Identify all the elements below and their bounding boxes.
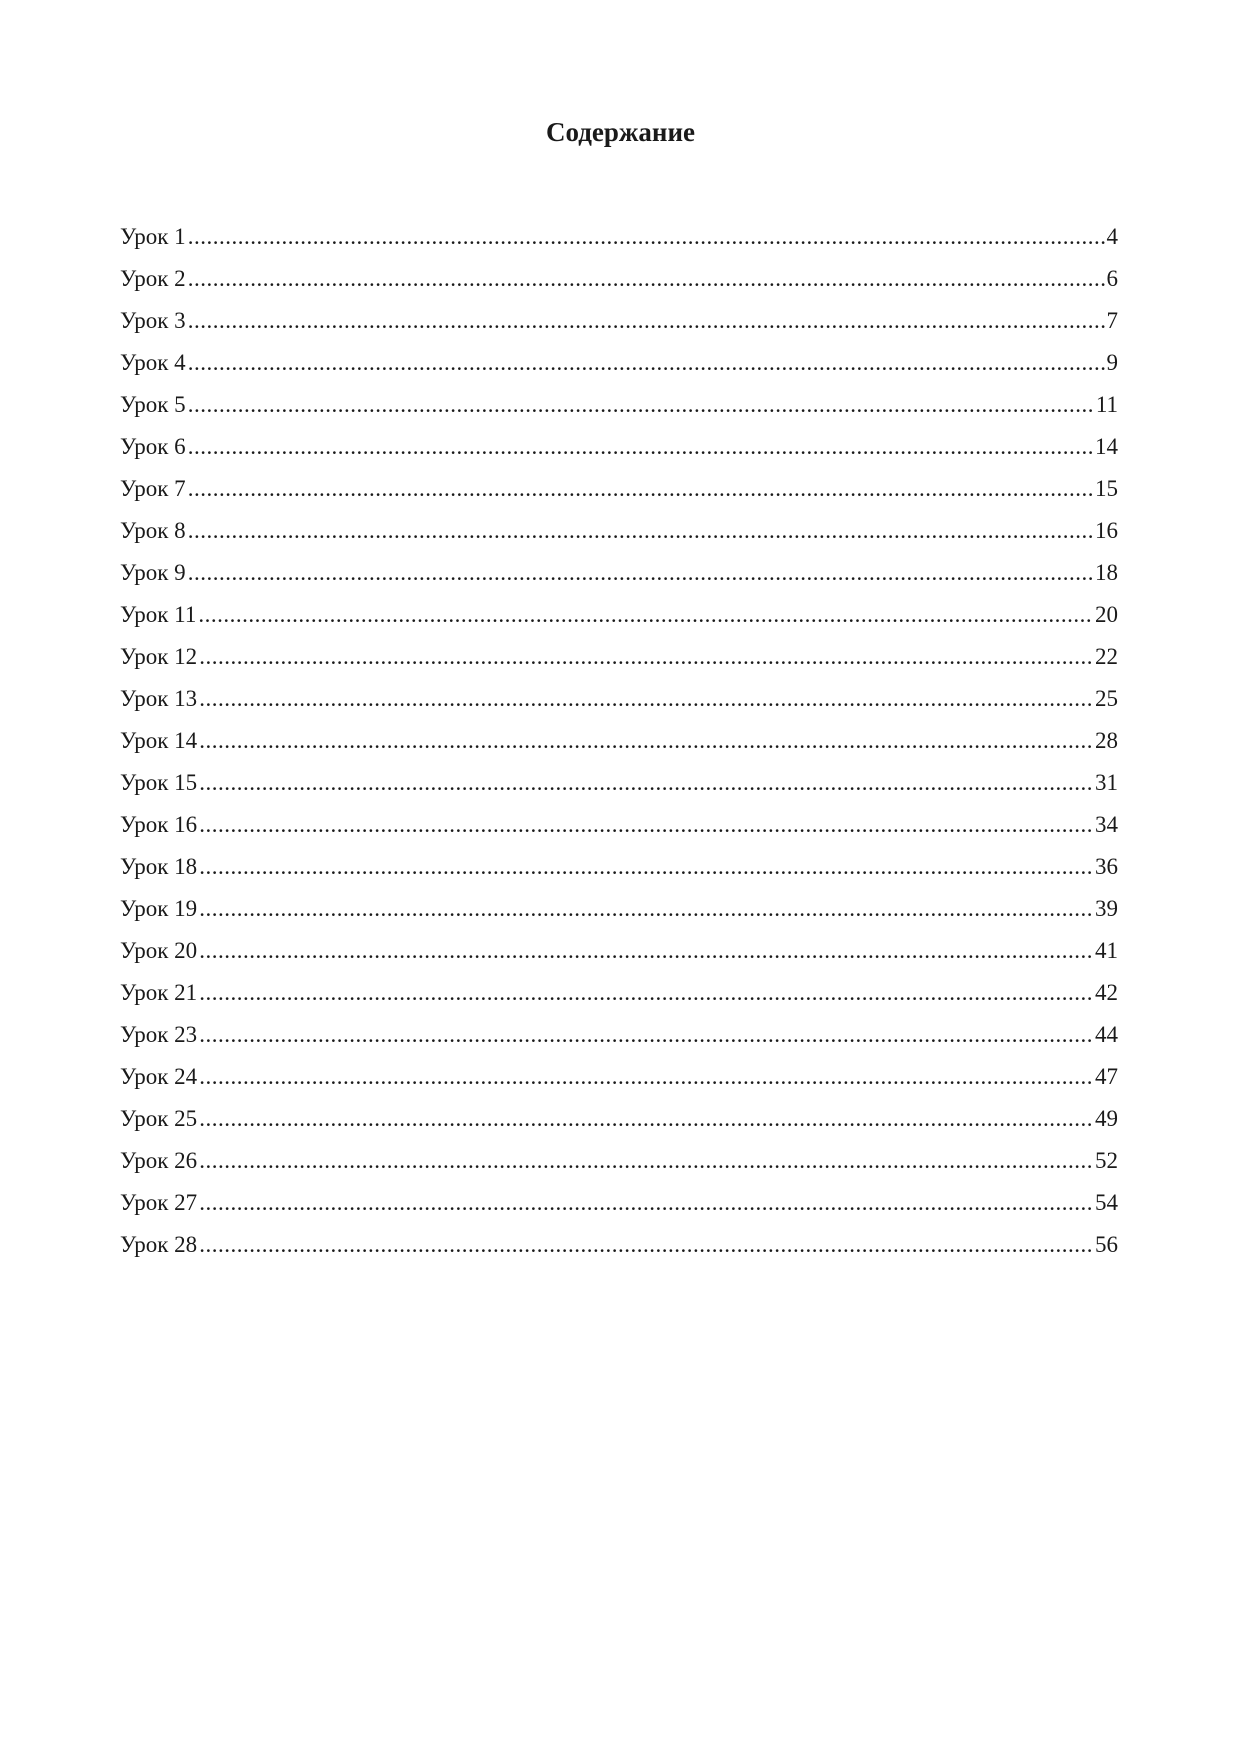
toc-dot-leader (199, 762, 1093, 804)
toc-dot-leader (199, 1056, 1093, 1098)
table-of-contents (120, 216, 1118, 1266)
toc-dot-leader (199, 972, 1093, 1014)
toc-dot-leader (199, 636, 1093, 678)
toc-dot-leader (199, 930, 1093, 972)
toc-entry-page-number: 4 (1106, 224, 1118, 249)
toc-entry-label: Урок 20 (120, 938, 198, 963)
toc-entry[interactable] (120, 594, 1118, 636)
toc-dot-leader (199, 1098, 1093, 1140)
toc-entry[interactable] (120, 300, 1118, 342)
toc-entry-label: Урок 27 (120, 1190, 198, 1215)
toc-entry-page-number: 34 (1095, 812, 1118, 837)
toc-entry-label: Урок 28 (120, 1232, 198, 1257)
toc-entry[interactable] (120, 1056, 1118, 1098)
toc-entry-label: Урок 8 (120, 518, 186, 543)
toc-entry[interactable] (120, 1014, 1118, 1056)
toc-entry-page-number: 18 (1095, 560, 1118, 585)
toc-entry-page-number: 44 (1095, 1022, 1118, 1047)
toc-entry-page-number: 41 (1095, 938, 1118, 963)
toc-entry-label: Урок 12 (120, 644, 198, 669)
toc-dot-leader (188, 342, 1105, 384)
toc-entry-label: Урок 6 (120, 434, 186, 459)
toc-entry[interactable] (120, 1140, 1118, 1182)
toc-entry-label: Урок 23 (120, 1022, 198, 1047)
toc-entry-page-number: 25 (1095, 686, 1118, 711)
toc-entry-page-number: 42 (1095, 980, 1118, 1005)
toc-entry[interactable] (120, 342, 1118, 384)
toc-dot-leader (199, 1182, 1093, 1224)
toc-entry[interactable] (120, 720, 1118, 762)
toc-dot-leader (188, 552, 1093, 594)
toc-entry-label: Урок 25 (120, 1106, 198, 1131)
toc-entry-label: Урок 24 (120, 1064, 198, 1089)
page-title: Содержание (545, 117, 696, 147)
toc-entry[interactable] (120, 552, 1118, 594)
toc-entry-page-number: 56 (1095, 1232, 1118, 1257)
toc-entry-label: Урок 7 (120, 476, 186, 501)
toc-entry-label: Урок 18 (120, 854, 198, 879)
toc-dot-leader (198, 594, 1093, 636)
toc-entry-page-number: 20 (1095, 602, 1118, 627)
toc-entry-label: Урок 19 (120, 896, 198, 921)
toc-dot-leader (199, 1014, 1093, 1056)
toc-entry-page-number: 22 (1095, 644, 1118, 669)
toc-entry-page-number: 16 (1095, 518, 1118, 543)
toc-dot-leader (188, 384, 1094, 426)
toc-entry[interactable] (120, 510, 1118, 552)
toc-entry[interactable] (120, 972, 1118, 1014)
toc-entry-label: Урок 9 (120, 560, 186, 585)
toc-entry-label: Урок 4 (120, 350, 186, 375)
toc-entry-label: Урок 21 (120, 980, 198, 1005)
toc-entry[interactable] (120, 636, 1118, 678)
toc-entry-label: Урок 14 (120, 728, 198, 753)
toc-entry-page-number: 11 (1095, 392, 1118, 417)
toc-dot-leader (188, 216, 1105, 258)
toc-dot-leader (188, 468, 1093, 510)
toc-entry-page-number: 7 (1106, 308, 1118, 333)
toc-dot-leader (199, 804, 1093, 846)
toc-entry-page-number: 49 (1095, 1106, 1118, 1131)
toc-entry[interactable] (120, 888, 1118, 930)
toc-entry[interactable] (120, 762, 1118, 804)
toc-dot-leader (188, 258, 1105, 300)
toc-entry-page-number: 15 (1095, 476, 1118, 501)
toc-entry-page-number: 47 (1095, 1064, 1118, 1089)
toc-entry-label: Урок 11 (120, 602, 197, 627)
toc-entry-page-number: 52 (1095, 1148, 1118, 1173)
toc-entry[interactable] (120, 468, 1118, 510)
toc-entry-label: Урок 3 (120, 308, 186, 333)
toc-entry-page-number: 31 (1095, 770, 1118, 795)
toc-dot-leader (199, 1140, 1093, 1182)
toc-entry-label: Урок 15 (120, 770, 198, 795)
toc-entry-label: Урок 1 (120, 224, 186, 249)
toc-dot-leader (188, 426, 1093, 468)
toc-entry[interactable] (120, 216, 1118, 258)
toc-entry[interactable] (120, 426, 1118, 468)
toc-dot-leader (199, 1224, 1093, 1266)
toc-dot-leader (199, 846, 1093, 888)
toc-dot-leader (188, 300, 1105, 342)
toc-entry[interactable] (120, 258, 1118, 300)
toc-dot-leader (199, 888, 1093, 930)
toc-entry[interactable] (120, 1182, 1118, 1224)
toc-entry-page-number: 54 (1095, 1190, 1118, 1215)
toc-entry[interactable] (120, 678, 1118, 720)
toc-entry-label: Урок 5 (120, 392, 186, 417)
toc-entry-page-number: 14 (1095, 434, 1118, 459)
toc-entry-label: Урок 26 (120, 1148, 198, 1173)
toc-dot-leader (188, 510, 1093, 552)
toc-entry-page-number: 6 (1106, 266, 1118, 291)
toc-entry[interactable] (120, 846, 1118, 888)
toc-entry-page-number: 28 (1095, 728, 1118, 753)
toc-entry-page-number: 39 (1095, 896, 1118, 921)
toc-entry-page-number: 9 (1106, 350, 1118, 375)
toc-entry[interactable] (120, 384, 1118, 426)
toc-entry[interactable] (120, 1098, 1118, 1140)
toc-entry-label: Урок 2 (120, 266, 186, 291)
toc-entry-label: Урок 16 (120, 812, 198, 837)
toc-entry[interactable] (120, 804, 1118, 846)
toc-entry-label: Урок 13 (120, 686, 198, 711)
toc-dot-leader (199, 678, 1093, 720)
toc-entry-page-number: 36 (1095, 854, 1118, 879)
toc-entry[interactable] (120, 1224, 1118, 1266)
toc-dot-leader (199, 720, 1093, 762)
toc-entry[interactable] (120, 930, 1118, 972)
